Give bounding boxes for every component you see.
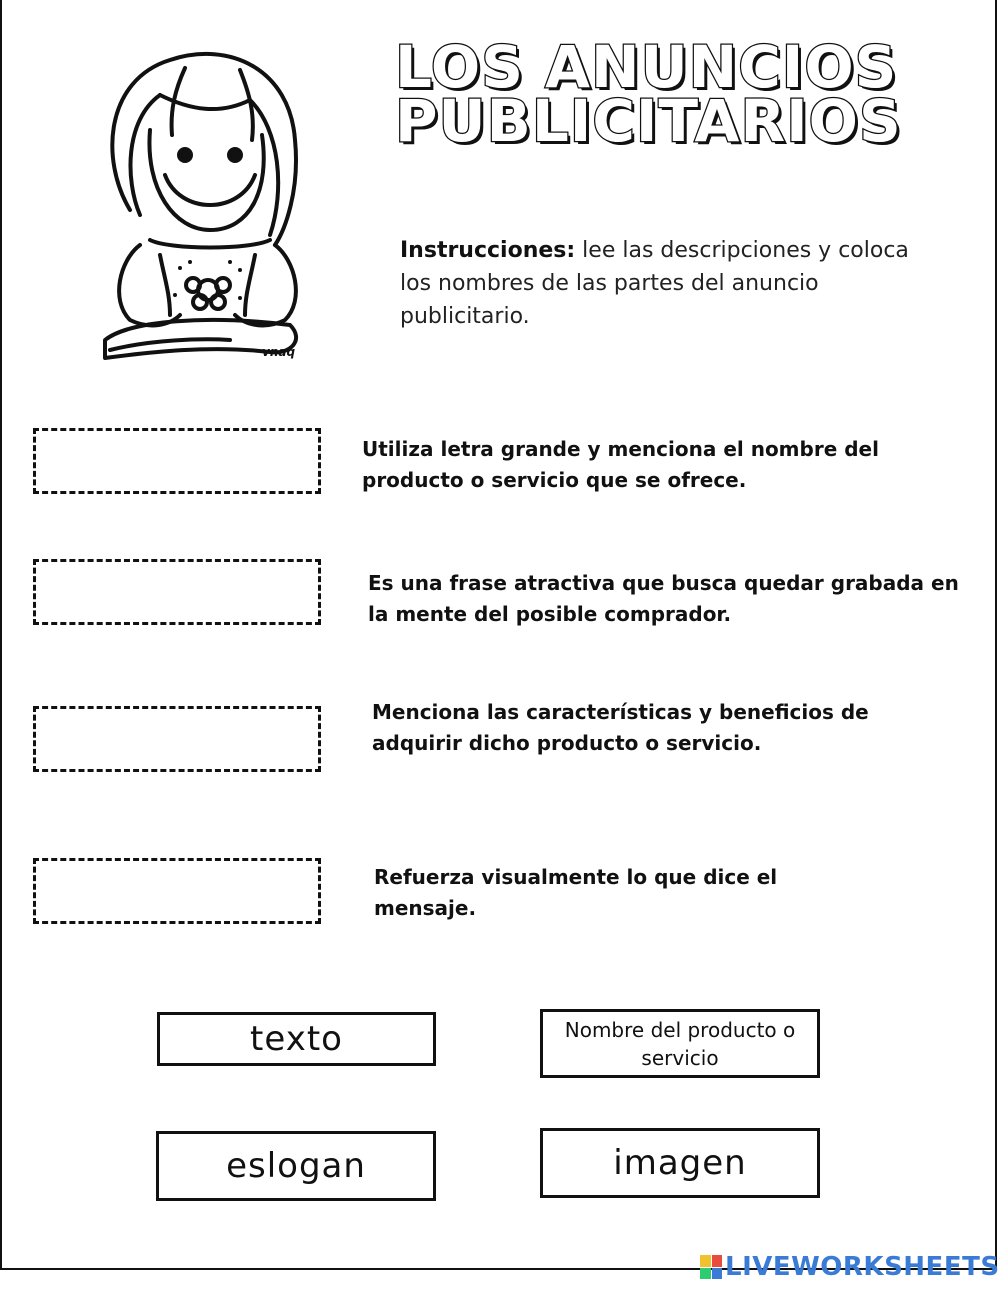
liveworksheets-logo-icon [700,1255,722,1279]
description-2: Es una frase atractiva que busca quedar grabada en la mente del posible comprador. [368,571,959,626]
answer-drop-zone-1[interactable] [33,428,321,494]
word-option-texto[interactable]: texto [157,1012,436,1066]
description-4: Refuerza visualmente lo que dice el mensaje. [374,865,778,920]
title-line-1: LOS ANUNCIOS [395,33,898,101]
instructions-label: Instrucciones: [400,238,576,263]
answer-drop-zone-4[interactable] [33,858,321,924]
word-option-eslogan[interactable]: eslogan [156,1131,436,1201]
answer-drop-zone-3[interactable] [33,706,321,772]
instructions-text: lee las descripciones y coloca los nombres de las partes del anuncio publicitario. [400,238,909,329]
description-1: Utiliza letra grande y menciona el nombre del producto o servicio que se ofrece. [362,437,879,492]
word-option-imagen[interactable]: imagen [540,1128,820,1198]
description-3: Menciona las características y beneficios de adquirir dicho producto o servicio. [372,700,869,755]
artist-signature: vnaq [262,345,296,359]
title-line-2: PUBLICITARIOS [395,87,902,155]
liveworksheets-brand: LIVEWORKSHEETS [725,1252,1000,1282]
answer-drop-zone-2[interactable] [33,559,321,625]
page-title [395,33,905,155]
liveworksheets-logo [700,1252,1000,1282]
word-option-nombre-del-producto[interactable]: Nombre del producto o servicio [540,1009,820,1078]
girl-illustration [90,40,320,370]
instructions [400,234,920,333]
